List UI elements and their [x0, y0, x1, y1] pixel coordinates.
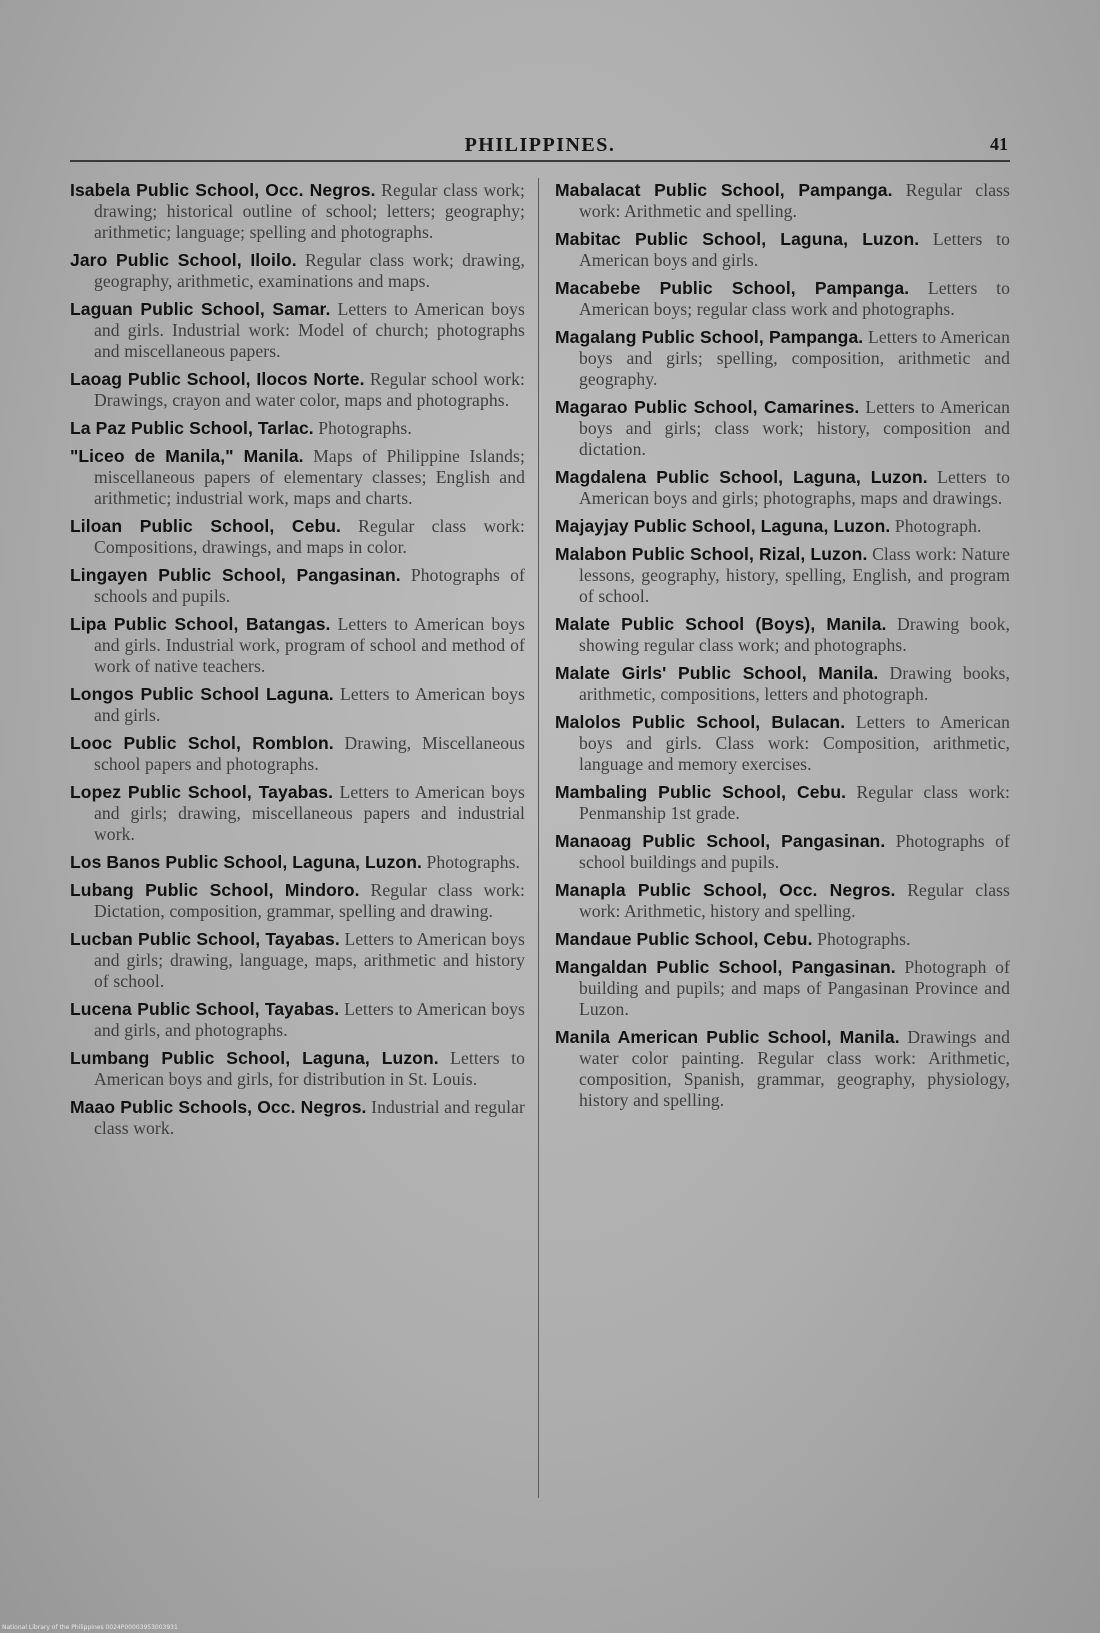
right-column	[555, 180, 1010, 1118]
exhibit-description: Letters to American boys and girls.	[94, 684, 525, 725]
school-name: Laoag Public School, Ilocos Norte.	[70, 369, 365, 389]
exhibit-description: Photographs of school buildings and pupils.	[579, 831, 1010, 872]
school-name: Mandaue Public School, Cebu.	[555, 929, 813, 949]
school-name: Malabon Public School, Rizal, Luzon.	[555, 544, 868, 564]
school-entry	[70, 180, 525, 243]
school-name: Lubang Public School, Mindoro.	[70, 880, 360, 900]
school-name: Lingayen Public School, Pangasinan.	[70, 565, 401, 585]
school-name: Lumbang Public School, Laguna, Luzon.	[70, 1048, 439, 1068]
exhibit-description: Photographs of schools and pupils.	[94, 565, 525, 606]
school-name: Magarao Public School, Camarines.	[555, 397, 860, 417]
exhibit-description: Letters to American boys and girls; class work; history, composition and dictation.	[579, 397, 1010, 459]
school-name: Majayjay Public School, Laguna, Luzon.	[555, 516, 891, 536]
exhibit-description: Maps of Philippine Islands; miscellaneous papers of elementary classes; English and arithmetic; industrial work, maps and charts.	[94, 446, 525, 508]
school-entry	[70, 684, 525, 726]
header-rule	[70, 160, 1010, 162]
school-entry	[70, 446, 525, 509]
school-entry	[70, 782, 525, 845]
school-name: Laguan Public School, Samar.	[70, 299, 331, 319]
exhibit-description: Letters to American boys and girls; drawing, language, maps, arithmetic and history of school.	[94, 929, 525, 991]
school-entry	[70, 1048, 525, 1090]
exhibit-description: Letters to American boys and girls, and photographs.	[94, 999, 525, 1040]
school-name: Mangaldan Public School, Pangasinan.	[555, 957, 896, 977]
exhibit-description: Drawing, Miscellaneous school papers and photographs.	[94, 733, 526, 774]
exhibit-description: Regular school work: Drawings, crayon and water color, maps and photographs.	[94, 369, 525, 410]
school-entry	[555, 880, 1010, 922]
school-entry	[555, 229, 1010, 271]
school-entry	[555, 831, 1010, 873]
exhibit-description: Regular class work: Compositions, drawings, and maps in color.	[94, 516, 526, 557]
school-name: Looc Public Schol, Romblon.	[70, 733, 334, 753]
school-entry	[70, 299, 525, 362]
exhibit-description: Regular class work: Arithmetic and spelling.	[579, 180, 1011, 221]
column-divider	[538, 178, 539, 1498]
exhibit-description: Regular class work: Arithmetic, history and spelling.	[579, 880, 1010, 921]
school-entry	[70, 852, 525, 873]
school-entry	[70, 250, 525, 292]
school-name: Longos Public School Laguna.	[70, 684, 334, 704]
exhibit-description: Letters to American boys and girls; drawing, miscellaneous papers and industrial work.	[94, 782, 526, 844]
left-column	[70, 180, 525, 1146]
school-name: Manapla Public School, Occ. Negros.	[555, 880, 896, 900]
school-entry	[70, 929, 525, 992]
exhibit-description: Photographs.	[318, 418, 412, 438]
exhibit-description: Regular class work; drawing, geography, arithmetic, examinations and maps.	[94, 250, 525, 291]
school-entry	[555, 782, 1010, 824]
exhibit-description: Regular class work: Penmanship 1st grade.	[579, 782, 1011, 823]
exhibit-description: Letters to American boys and girls. Industrial work, program of school and method of work of native teachers.	[94, 614, 525, 676]
exhibit-description: Letters to American boys; regular class work and photographs.	[579, 278, 1011, 319]
school-name: Lopez Public School, Tayabas.	[70, 782, 334, 802]
exhibit-description: Photograph.	[894, 516, 982, 536]
school-entry	[555, 467, 1010, 509]
school-entry	[555, 712, 1010, 775]
school-entry	[555, 929, 1010, 950]
exhibit-description: Class work: Nature lessons, geography, history, spelling, English, and program of school.	[579, 544, 1010, 606]
school-name: Malate Girls' Public School, Manila.	[555, 663, 879, 683]
school-name: Los Banos Public School, Laguna, Luzon.	[70, 852, 422, 872]
footer-note: National Library of the Philippines 0024P00003953003931	[2, 1624, 178, 1631]
school-entry	[70, 418, 525, 439]
school-name: Mabitac Public School, Laguna, Luzon.	[555, 229, 920, 249]
exhibit-description: Letters to American boys and girls, for distribution in St. Louis.	[94, 1048, 526, 1089]
school-entry	[555, 1027, 1010, 1111]
exhibit-description: Drawings and water color painting. Regular class work: Arithmetic, composition, Spanish, grammar, geography, physiology, history and spelling.	[579, 1027, 1011, 1110]
exhibit-description: Regular class work: Dictation, composition, grammar, spelling and drawing.	[94, 880, 526, 921]
school-entry	[70, 565, 525, 607]
school-name: Lucban Public School, Tayabas.	[70, 929, 340, 949]
school-entry	[70, 1097, 525, 1139]
school-name: Lipa Public School, Batangas.	[70, 614, 331, 634]
running-title: PHILIPPINES.	[464, 134, 616, 156]
school-name: Maao Public Schools, Occ. Negros.	[70, 1097, 367, 1117]
school-name: Malate Public School (Boys), Manila.	[555, 614, 887, 634]
exhibit-description: Letters to American boys and girls.	[579, 229, 1011, 270]
school-entry	[555, 278, 1010, 320]
school-name: Manila American Public School, Manila.	[555, 1027, 900, 1047]
school-name: Manaoag Public School, Pangasinan.	[555, 831, 886, 851]
school-entry	[70, 880, 525, 922]
school-entry	[70, 999, 525, 1041]
school-name: Magalang Public School, Pampanga.	[555, 327, 864, 347]
school-entry	[555, 397, 1010, 460]
school-entry	[555, 663, 1010, 705]
school-name: "Liceo de Manila," Manila.	[70, 446, 304, 466]
school-entry	[555, 614, 1010, 656]
school-name: Mabalacat Public School, Pampanga.	[555, 180, 893, 200]
exhibit-description: Industrial and regular class work.	[94, 1097, 526, 1138]
school-entry	[70, 733, 525, 775]
school-entry	[70, 614, 525, 677]
school-name: Liloan Public School, Cebu.	[70, 516, 341, 536]
school-entry	[70, 516, 525, 558]
exhibit-description: Letters to American boys and girls. Class work: Composition, arithmetic, language and memory exercises.	[579, 712, 1011, 774]
exhibit-description: Drawing book, showing regular class work; and photographs.	[579, 614, 1010, 655]
exhibit-description: Photographs.	[426, 852, 521, 872]
exhibit-description: Regular class work; drawing; historical outline of school; letters; geography; arithmetic; language; spelling and photographs.	[94, 180, 525, 242]
exhibit-description: Letters to American boys and girls. Industrial work: Model of church; photographs and miscellaneous papers.	[94, 299, 525, 361]
exhibit-description: Photographs.	[817, 929, 911, 949]
school-name: Magdalena Public School, Laguna, Luzon.	[555, 467, 928, 487]
school-entry	[555, 327, 1010, 390]
school-entry	[555, 957, 1010, 1020]
school-name: Lucena Public School, Tayabas.	[70, 999, 340, 1019]
school-entry	[555, 544, 1010, 607]
school-entry	[70, 369, 525, 411]
page-number: 41	[990, 134, 1008, 154]
school-entry	[555, 180, 1010, 222]
school-name: Isabela Public School, Occ. Negros.	[70, 180, 376, 200]
exhibit-description: Drawing books, arithmetic, compositions, letters and photograph.	[579, 663, 1010, 704]
school-name: Mambaling Public School, Cebu.	[555, 782, 847, 802]
school-name: Malolos Public School, Bulacan.	[555, 712, 846, 732]
exhibit-description: Letters to American boys and girls; photographs, maps and drawings.	[579, 467, 1011, 508]
school-entry	[555, 516, 1010, 537]
school-name: Jaro Public School, Iloilo.	[70, 250, 297, 270]
page-header	[70, 134, 1010, 160]
school-name: Macabebe Public School, Pampanga.	[555, 278, 910, 298]
exhibit-description: Photograph of building and pupils; and maps of Pangasinan Province and Luzon.	[579, 957, 1010, 1019]
exhibit-description: Letters to American boys and girls; spelling, composition, arithmetic and geography.	[579, 327, 1010, 389]
school-name: La Paz Public School, Tarlac.	[70, 418, 314, 438]
